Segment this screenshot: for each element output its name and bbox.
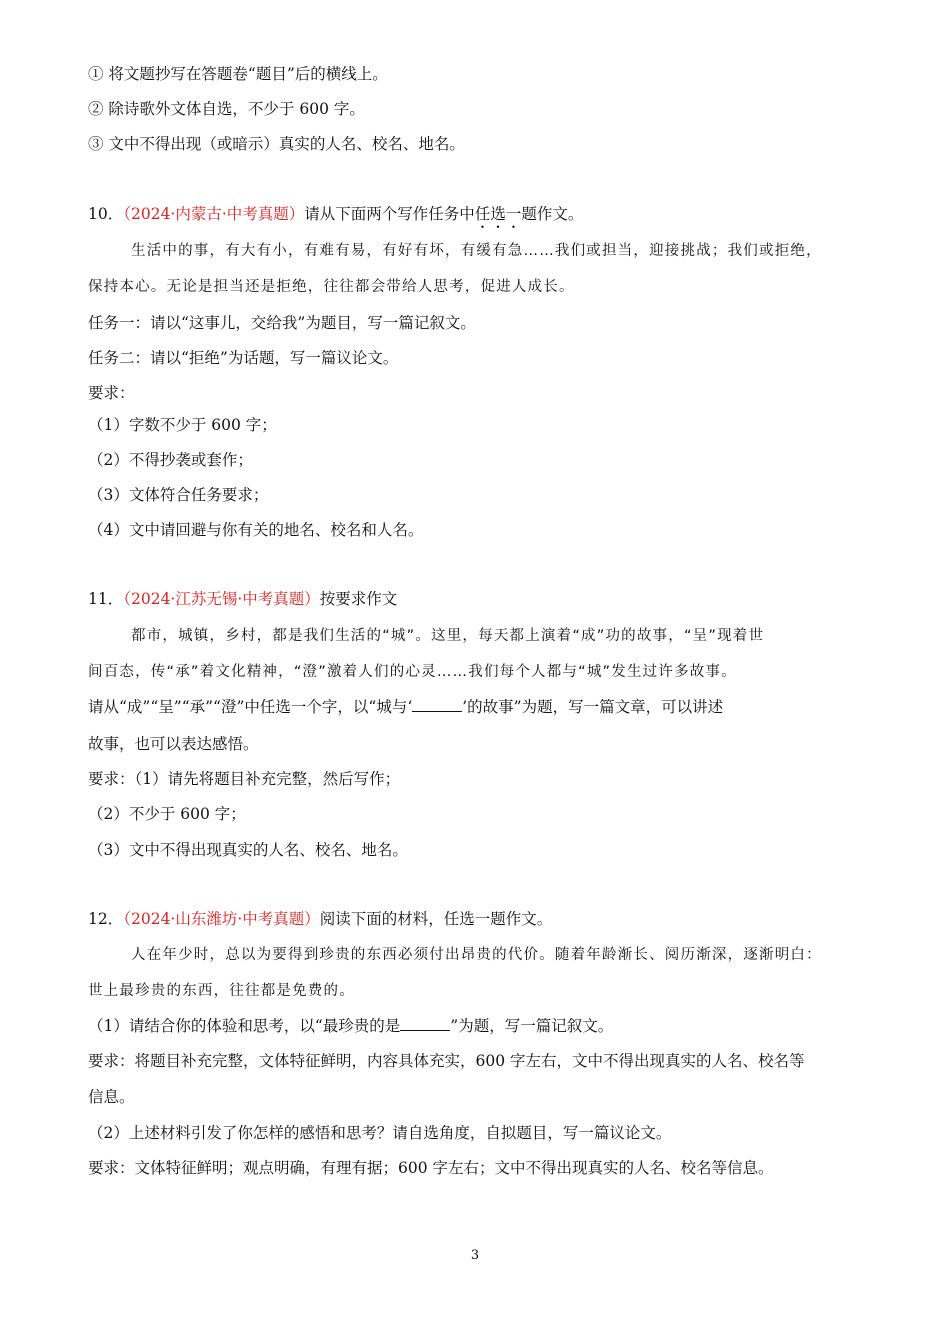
material-line: 世上最珍贵的东西，往往都是免费的。 <box>88 983 355 999</box>
q11-heading <box>88 589 397 609</box>
requirement-item: （2）不少于 600 字； <box>88 805 246 823</box>
instruction-text: 故事，也可以表达感悟。 <box>88 735 259 753</box>
intro-rule: ① 将文题抄写在答题卷“题目”后的横线上。 <box>88 65 388 83</box>
question-number: 12． <box>88 910 124 928</box>
task-text: （1）请结合你的体验和思考，以“最珍贵的是 <box>88 1017 401 1035</box>
q12-heading <box>88 909 552 929</box>
page-number: 3 <box>470 1248 480 1263</box>
task-text: ”为题，写一篇记叙文。 <box>450 1017 614 1035</box>
task-two: 任务二：请以“拒绝”为话题，写一篇议论文。 <box>88 349 399 367</box>
q12-task-one <box>88 1016 613 1036</box>
fill-blank <box>400 1016 450 1031</box>
requirement-item: （3）文中不得出现真实的人名、校名、地名。 <box>88 841 408 859</box>
question-source: （2024·内蒙古·中考真题） <box>123 205 305 223</box>
q11-instruction <box>88 697 723 717</box>
requirement-item: 要求：（1）请先将题目补充完整，然后写作； <box>88 770 401 788</box>
question-number: 11． <box>88 590 124 608</box>
requirement-item: 信息。 <box>88 1088 135 1106</box>
question-source: （2024·山东潍坊·中考真题） <box>123 910 320 928</box>
question-prompt: 题作文。 <box>521 205 584 223</box>
requirement-item: （1）字数不少于 600 字； <box>88 416 277 434</box>
material-line: 间百态，传“承”着文化精神，“澄”激着人们的心灵……我们每个人都与“城”发生过许多故事。 <box>88 664 737 680</box>
question-prompt: 请从下面两个写作任务中 <box>304 205 475 223</box>
instruction-text: ’的故事”为题，写一篇文章，可以讲述 <box>462 698 724 716</box>
requirement-item: 要求：将题目补充完整，文体特征鲜明，内容具体充实，600 字左右，文中不得出现真实的人名、校名等 <box>88 1052 805 1070</box>
requirement-item: 要求：文体特征鲜明；观点明确，有理有据；600 字左右；文中不得出现真实的人名、校名等信息。 <box>88 1159 774 1177</box>
task-one: 任务一：请以“这事儿，交给我”为题目，写一篇记叙文。 <box>88 314 476 332</box>
fill-blank <box>412 697 462 712</box>
requirements-title: 要求： <box>88 384 135 402</box>
intro-rule: ③ 文中不得出现（或暗示）真实的人名、校名、地名。 <box>88 135 465 153</box>
question-source: （2024·江苏无锡·中考真题） <box>123 590 320 608</box>
q12-task-two: （2）上述材料引发了你怎样的感悟和思考？请自选角度，自拟题目，写一篇议论文。 <box>88 1124 672 1142</box>
question-prompt: 按要求作文 <box>319 590 398 608</box>
requirement-item: （4）文中请回避与你有关的地名、校名和人名。 <box>88 521 424 539</box>
requirement-item: （3）文体符合任务要求； <box>88 486 269 504</box>
material-line: 都市，城镇，乡村，都是我们生活的“城”。这里，每天都上演着“成”功的故事，“呈”现着世 <box>131 628 765 644</box>
q10-heading <box>88 204 583 232</box>
material-line: 保持本心。无论是担当还是拒绝，往往都会带给人思考，促进人成长。 <box>88 279 575 295</box>
requirement-item: （2）不得抄袭或套作； <box>88 451 253 469</box>
emphasis-text: 任选一 <box>474 205 522 223</box>
material-line: 生活中的事，有大有小，有难有易，有好有坏，有缓有急……我们或担当，迎接挑战；我们或拒绝， <box>131 243 822 259</box>
intro-rule: ② 除诗歌外文体自选，不少于 600 字。 <box>88 100 365 118</box>
instruction-text: 请从“成”“呈”“承”“澄”中任选一个字，以“城与‘ <box>88 698 413 716</box>
material-line: 人在年少时，总以为要得到珍贵的东西必须付出昂贵的代价。随着年龄渐长、阅历渐深，逐渐明白： <box>131 947 822 963</box>
question-prompt: 阅读下面的材料，任选一题作文。 <box>319 910 553 928</box>
question-number: 10． <box>88 205 124 223</box>
